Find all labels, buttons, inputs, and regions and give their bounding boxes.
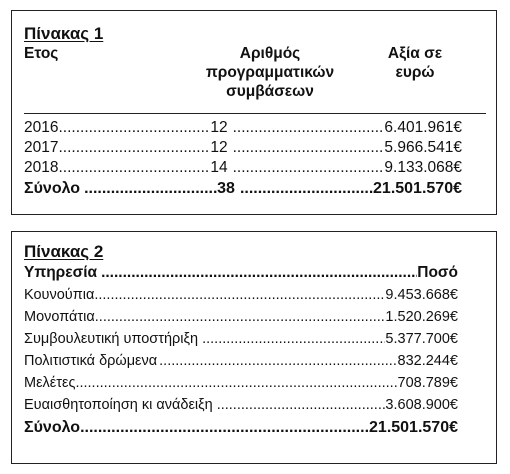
year-cell: 2016: [24, 119, 59, 136]
dot-leader: [75, 373, 397, 393]
value-header-line-2: ευρώ: [395, 64, 435, 81]
value-cell: 6.401.961€: [384, 119, 462, 136]
table-row: [24, 351, 458, 371]
table-2-box: [11, 231, 497, 464]
table-row: [24, 307, 458, 327]
table-row: [24, 285, 458, 305]
amount-cell: 9.453.668€: [385, 287, 458, 303]
table-row: [24, 158, 462, 178]
dot-leader: [80, 418, 369, 438]
year-cell: 2017: [24, 139, 59, 156]
table-row: [24, 138, 462, 158]
dot-leader: [202, 329, 385, 349]
dot-leader: [94, 285, 385, 305]
total-amount-cell: 21.501.570€: [369, 419, 458, 436]
table-1-header-rule: [24, 113, 486, 114]
total-label: Σύνολο: [24, 419, 81, 436]
dot-leader: [159, 351, 397, 371]
amount-column-header: Ποσό: [417, 264, 458, 281]
table-1-title: Πίνακας 1: [24, 24, 104, 43]
amount-cell: 832.244€: [397, 353, 458, 369]
dot-leader: [233, 158, 385, 178]
dot-leader: [233, 118, 385, 138]
dot-leader: [240, 179, 373, 199]
total-value-cell: 21.501.570€: [373, 180, 462, 197]
dot-leader: [58, 158, 210, 178]
contracts-cell: 14: [210, 159, 228, 176]
service-cell: Κουνούπια: [24, 287, 95, 303]
amount-cell: 5.377.700€: [385, 331, 458, 347]
table-2-header-row: [24, 263, 458, 283]
amount-cell: 3.608.900€: [385, 397, 458, 413]
contracts-column-header: [192, 44, 348, 101]
total-label: Σύνολο: [24, 180, 81, 197]
service-cell: Συμβουλευτική υποστήριξη: [24, 331, 199, 347]
value-column-header: [364, 44, 466, 82]
table-total-row: [24, 179, 462, 199]
table-row: [24, 395, 458, 415]
year-cell: 2018: [24, 159, 59, 176]
year-column-header: Ετος: [24, 45, 59, 62]
dot-leader: [101, 263, 417, 283]
table-row: [24, 329, 458, 349]
table-row: [24, 373, 458, 393]
contracts-cell: 12: [210, 139, 228, 156]
dot-leader: [233, 138, 385, 158]
dot-leader: [217, 395, 386, 415]
dot-leader: [58, 118, 210, 138]
table-total-row: [24, 418, 458, 438]
value-cell: 9.133.068€: [384, 159, 462, 176]
service-cell: Πολιτιστικά δρώμενα: [24, 353, 158, 369]
contracts-cell: 12: [210, 119, 228, 136]
contracts-header-line-2: προγραμματικών: [205, 64, 335, 81]
value-cell: 5.966.541€: [384, 139, 462, 156]
service-cell: Μονοπάτια: [24, 309, 95, 325]
amount-cell: 708.789€: [397, 375, 458, 391]
dot-leader: [95, 307, 386, 327]
table-row: [24, 118, 462, 138]
contracts-header-line-1: Αριθμός: [239, 45, 301, 62]
table-1-box: [11, 10, 497, 215]
dot-leader: [58, 138, 210, 158]
table-2-title: Πίνακας 2: [24, 242, 104, 261]
total-contracts-cell: 38: [217, 180, 235, 197]
service-cell: Ευαισθητοποίηση κι ανάδειξη: [24, 397, 213, 413]
service-cell: Μελέτες: [24, 375, 76, 391]
value-header-line-1: Αξία σε: [387, 45, 443, 62]
dot-leader: [84, 179, 217, 199]
service-column-header: Υπηρεσία: [24, 264, 98, 281]
amount-cell: 1.520.269€: [385, 309, 458, 325]
contracts-header-line-3: συμβάσεων: [226, 83, 314, 100]
